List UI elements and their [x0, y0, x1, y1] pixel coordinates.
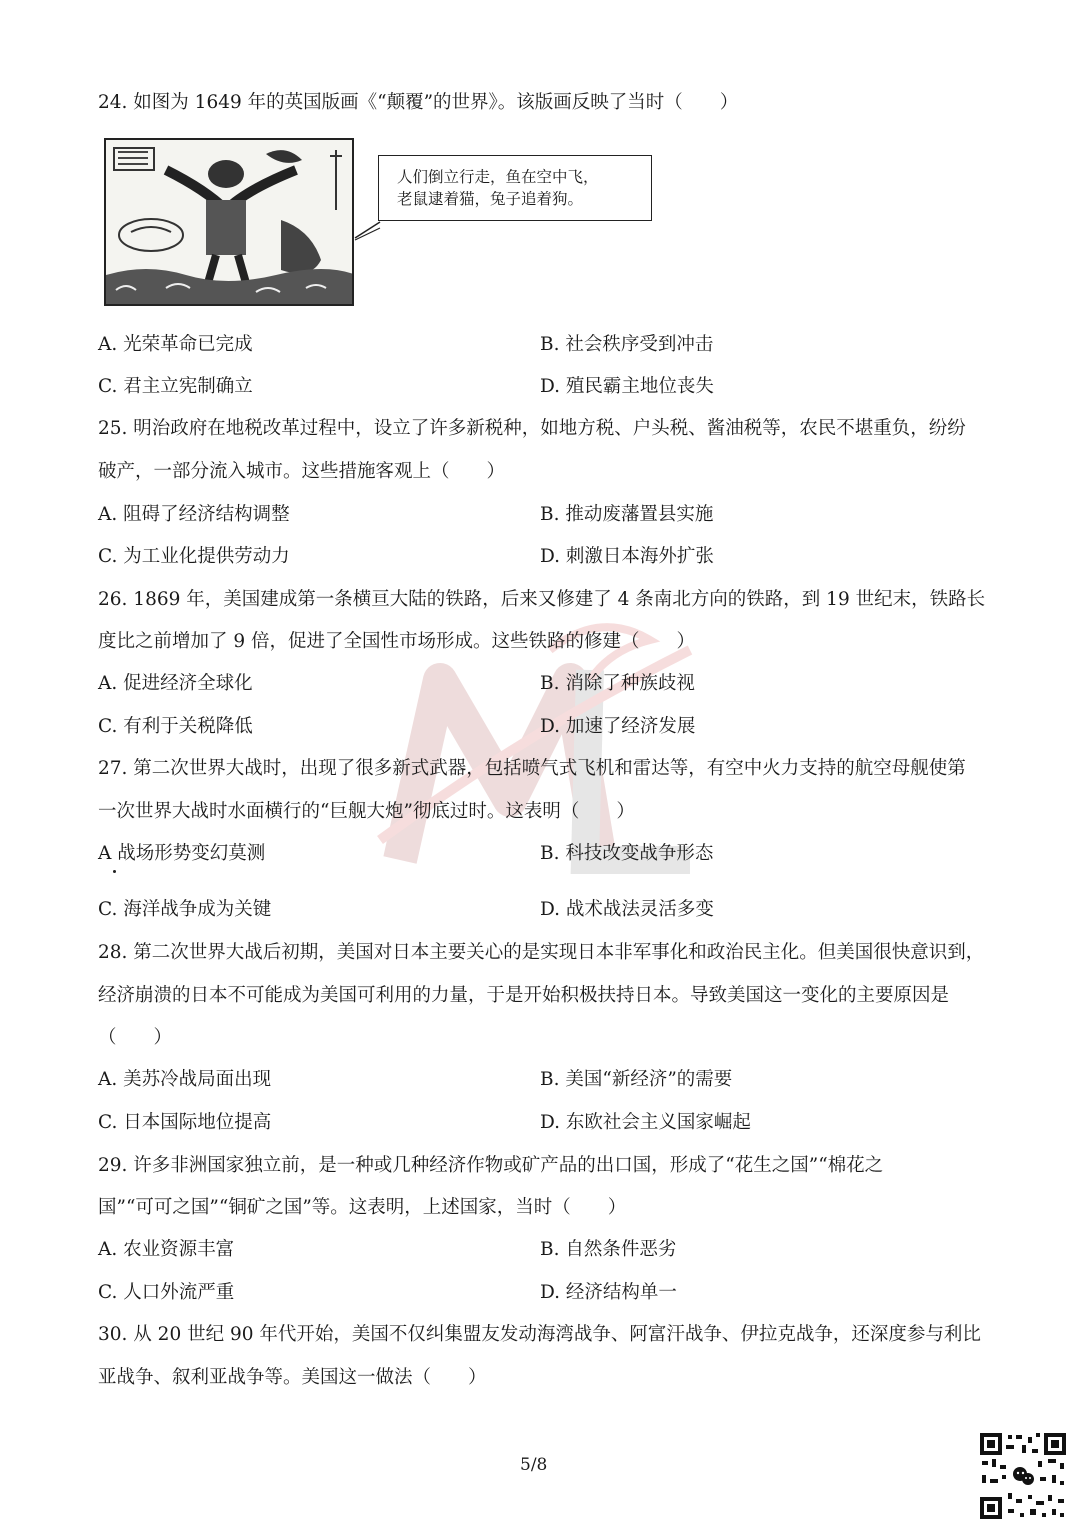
q29-option-c: C. 人口外流严重 — [98, 1282, 235, 1303]
q27-option-a: A 战场形势变幻莫测 — [98, 843, 266, 864]
q25-option-b: B. 推动废藩置县实施 — [540, 504, 714, 525]
q27-option-a-dot — [113, 870, 116, 873]
q28-option-a: A. 美苏冷战局面出现 — [98, 1069, 272, 1090]
q26-option-d: D. 加速了经济发展 — [540, 716, 696, 737]
q25-option-c: C. 为工业化提供劳动力 — [98, 546, 290, 567]
q27-option-d: D. 战术战法灵活多变 — [540, 899, 714, 920]
q29-stem-line-1: 29. 许多非洲国家独立前，是一种或几种经济作物或矿产品的出口国，形成了“花生之国”“棉花之 — [98, 1155, 884, 1176]
q24-option-b: B. 社会秩序受到冲击 — [540, 334, 714, 355]
q28-option-c: C. 日本国际地位提高 — [98, 1112, 272, 1133]
q26-option-a: A. 促进经济全球化 — [98, 673, 253, 694]
q25-option-a: A. 阻碍了经济结构调整 — [98, 504, 290, 525]
q30-stem-line-2: 亚战争、叙利亚战争等。美国这一做法（ ） — [98, 1367, 487, 1388]
q28-option-d: D. 东欧社会主义国家崛起 — [540, 1112, 751, 1133]
q24-option-d: D. 殖民霸主地位丧失 — [540, 376, 714, 397]
engraving-figure — [104, 138, 354, 306]
q24-option-a: A. 光荣革命已完成 — [98, 334, 253, 355]
q25-stem-line-2: 破产，一部分流入城市。这些措施客观上（ ） — [98, 461, 506, 482]
q24-option-c: C. 君主立宪制确立 — [98, 376, 253, 397]
q24-stem-line-1: 24. 如图为 1649 年的英国版画《“颠覆”的世界》。该版画反映了当时（ ） — [98, 92, 739, 113]
q29-option-b: B. 自然条件恶劣 — [540, 1239, 677, 1260]
q30-stem-line-1: 30. 从 20 世纪 90 年代开始，美国不仅纠集盟友发动海湾战争、阿富汗战争、伊拉克战争，还深度参与利比 — [98, 1324, 981, 1345]
figure-caption-line-1: 人们倒立行走，鱼在空中飞， — [397, 168, 599, 186]
q28-stem-line-3: （ ） — [98, 1027, 173, 1048]
figure-caption-box — [378, 155, 652, 221]
qr-code-icon — [978, 1431, 1068, 1521]
q28-stem-line-1: 28. 第二次世界大战后初期，美国对日本主要关心的是实现日本非军事化和政治民主化。但美国很快意识到， — [98, 942, 985, 963]
q28-option-b: B. 美国“新经济”的需要 — [540, 1069, 733, 1090]
q27-option-c: C. 海洋战争成为关键 — [98, 899, 272, 920]
figure-caption-line-2: 老鼠逮着猫，兔子追着狗。 — [397, 190, 584, 208]
q26-option-c: C. 有利于关税降低 — [98, 716, 253, 737]
page-number: 5/8 — [520, 1455, 548, 1475]
q29-option-a: A. 农业资源丰富 — [98, 1239, 235, 1260]
q28-stem-line-2: 经济崩溃的日本不可能成为美国可利用的力量，于是开始积极扶持日本。导致美国这一变化的主要原因是 — [98, 985, 950, 1006]
q29-option-d: D. 经济结构单一 — [540, 1282, 677, 1303]
q27-stem-line-1: 27. 第二次世界大战时，出现了很多新式武器，包括喷气式飞机和雷达等，有空中火力支持的航空母舰使第 — [98, 758, 966, 779]
engraving-image — [106, 140, 352, 304]
q26-stem-line-2: 度比之前增加了 9 倍，促进了全国性市场形成。这些铁路的修建（ ） — [98, 631, 696, 652]
q25-stem-line-1: 25. 明治政府在地税改革过程中，设立了许多新税种，如地方税、户头税、酱油税等，农民不堪重负，纷纷 — [98, 418, 966, 439]
q26-stem-line-1: 26. 1869 年，美国建成第一条横亘大陆的铁路，后来又修建了 4 条南北方向的铁路，到 19 世纪末，铁路长 — [98, 589, 986, 610]
q29-stem-line-2: 国”“可可之国”“铜矿之国”等。这表明，上述国家，当时（ ） — [98, 1197, 627, 1218]
q26-option-b: B. 消除了种族歧视 — [540, 673, 695, 694]
q27-option-b: B. 科技改变战争形态 — [540, 843, 714, 864]
q25-option-d: D. 刺激日本海外扩张 — [540, 546, 714, 567]
q27-stem-line-2: 一次世界大战时水面横行的“巨舰大炮”彻底过时。这表明（ ） — [98, 801, 635, 822]
